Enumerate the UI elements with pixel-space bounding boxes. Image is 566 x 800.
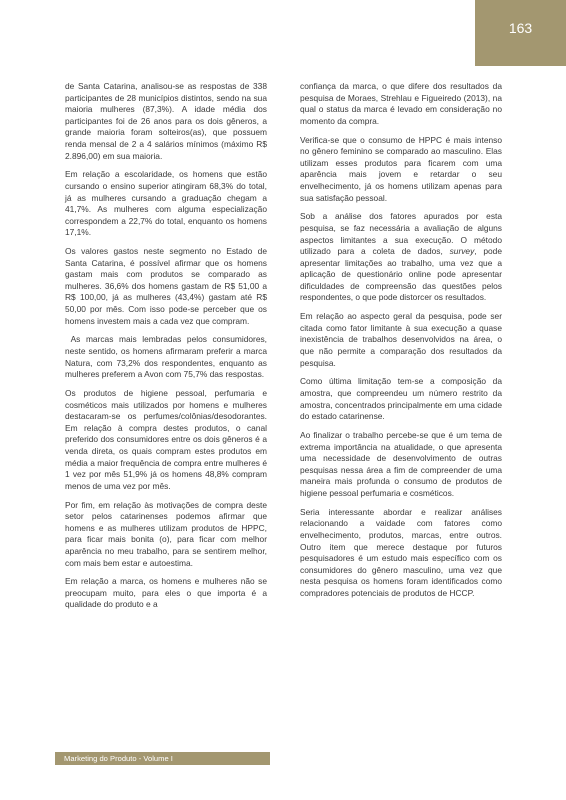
paragraph: Em relação ao aspecto geral da pesquisa, pode ser citada como fator limitante à sua execução a quase inexistência de trabalhos desenvolvidos na área, o que não permite a comparação dos resultados da pesquisa. [300,311,502,368]
paragraph: confiança da marca, o que difere dos resultados da pesquisa de Moraes, Strehlau e Figueiredo (2013), na qual o status da marca é levado em consideração no momento da compra. [300,81,502,126]
paragraph: Verifica-se que o consumo de HPPC é mais intenso no gênero feminino se comparado ao masculino. Elas utilizam esses produtos para ficarem com uma aparência mais jovem e retardar o seu envelhecimento, já os homens utilizam apenas para sua satisfação pessoal. [300,134,502,203]
left-column [65,81,270,618]
paragraph: de Santa Catarina, analisou-se as respostas de 338 participantes de 28 municípios distintos, sendo na sua maioria mulheres (87,3%). A idade média dos participantes foi de 26 anos para os dois gêneros, a grande maioria foram solteiros(as), que possuem renda mensal de 2 a 4 salários mínimos (máximo R$ 2.896,00) em sua maioria. [65,81,267,161]
paragraph: Por fim, em relação às motivações de compra deste setor pelos catarinenses podemos afirmar que homens e as mulheres utilizam produtos de HPPC, para ficar mais bonita (o), para ficar com melhor aparência no meu trabalho, para se sentirem melhor, com mais bem estar e autoestima. [65,499,267,568]
footer-bar [55,752,270,765]
paragraph: Em relação a escolaridade, os homens que estão cursando o ensino superior atingiram 68,3% do total, já as mulheres cursando a graduação chegam a 41,7%. As mulheres com alguma especialização correspondem a 22,7% do total, enquanto os homens 17,1%. [65,169,267,238]
text-span: Sob a análise dos fatores apurados por esta pesquisa, se faz necessária a avaliação de alguns aspectos limitantes a sua execução. O método utilizado para a coleta de dados, [300,211,502,257]
page-number: 163 [508,20,533,36]
paragraph: Seria interessante abordar e realizar análises relacionando a vaidade com fatores como envelhecimento, produtos, marcas, entre outros. Outro item que merece destaque por futuros pesquisadores é um estudo mais específico com os consumidores do gênero masculino, uma vez que nesta pesquisa os homens foram identificados como compradores potenciais de produtos de HCCP. [300,506,502,598]
paragraph: Os valores gastos neste segmento no Estado de Santa Catarina, é possível afirmar que os homens gastam mais com produtos se comparado as mulheres. 36,6% dos homens gastam de R$ 51,00 a R$ 100,00, já as mulheres (43,4%) gastam até R$ 50,00 por mês. Com isso pode-se perceber que os homens investem mais a cada vez que compram. [65,246,267,326]
paragraph-survey-method [300,211,502,304]
paragraph: Em relação a marca, os homens e mulheres não se preocupam muito, para eles o que importa é a qualidade do produto e a [65,576,267,610]
text-span: , pode apresentar limitações ao trabalho, uma vez que a aplicação de questionário online pode apresentar dificuldades de compreensão das questões pelos respondentes, o que pode distorcer os resultados. [300,246,502,303]
book-title: Marketing do Produto - Volume I [64,754,173,763]
page-number-tab [475,0,566,66]
italic-term: survey [449,246,475,257]
paragraph: Os produtos de higiene pessoal, perfumaria e cosméticos mais utilizados por homens e mulheres destacaram-se os perfumes/colônias/desodorantes. Em relação à compra destes produtos, o canal preferido dos consumidores entre os dois gêneros é a venda direta, os quais compram estes produtos em média a maior frequência de compra entre mulheres é 1 vez por mês 51,9% já os homens 48,8% compram menos de uma vez por mês. [65,388,267,491]
right-column [300,81,502,607]
paragraph: Ao finalizar o trabalho percebe-se que é um tema de extrema importância na atualidade, o que apresenta uma necessidade de desenvolvimento de outras pesquisas nessa área a fim de compreender de uma maneira mais profunda o consumo de produtos de higiene pessoal perfumaria e cosméticos. [300,429,502,498]
paragraph: Como última limitação tem-se a composição da amostra, que compreendeu um número restrito da amostra, concentrados principalmente em uma cidade do estado catarinense. [300,376,502,422]
paragraph: As marcas mais lembradas pelos consumidores, neste sentido, os homens afirmaram preferir a marca Natura, com 73,2% dos respondentes, enquanto as mulheres preferem a Avon com 75,7% das respostas. [65,334,270,380]
